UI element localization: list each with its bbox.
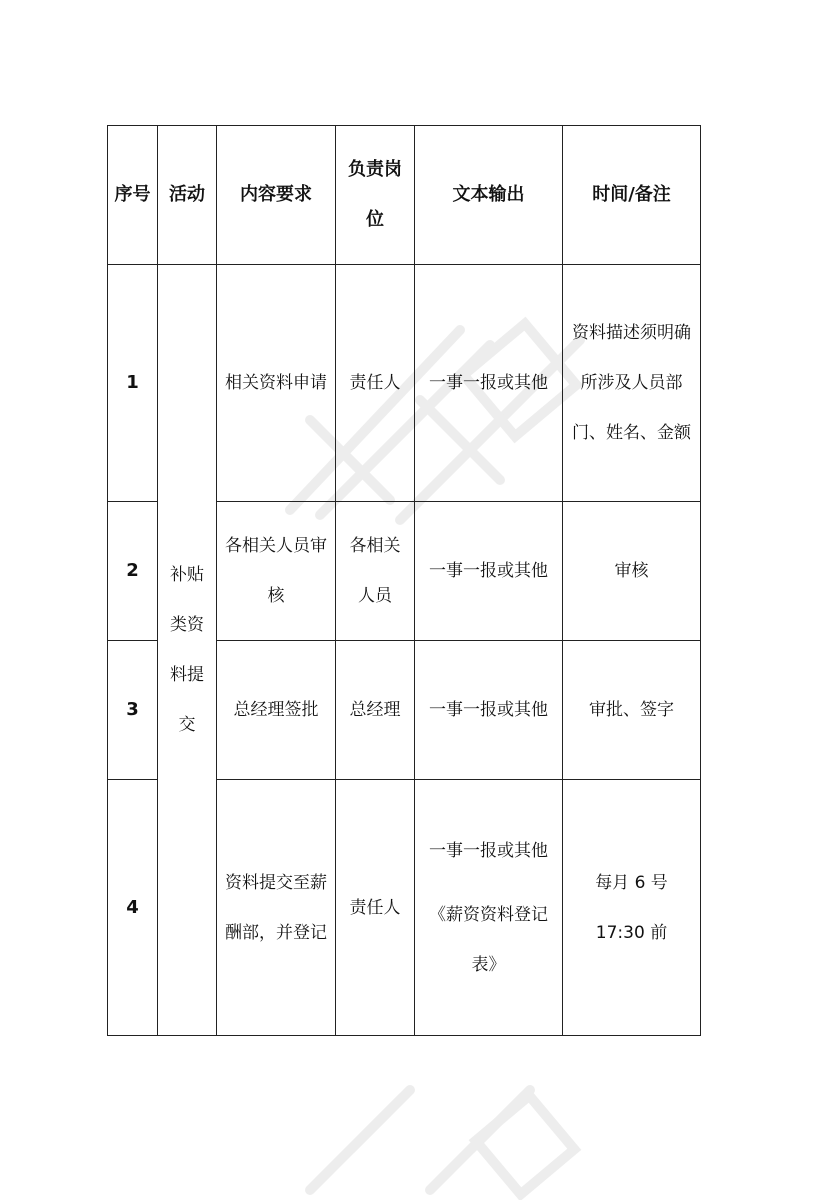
row-note bbox=[563, 780, 701, 1036]
header-role: 负责岗位 bbox=[336, 126, 415, 265]
row-content: 总经理签批 bbox=[217, 641, 336, 780]
process-table bbox=[107, 125, 701, 1036]
deadline-time: 17:30 前 bbox=[595, 922, 668, 943]
row-note: 资料描述须明确所涉及人员部门、姓名、金额 bbox=[563, 265, 701, 502]
deadline-date: 每月 6 号 bbox=[595, 872, 668, 893]
row-seq: 2 bbox=[108, 502, 158, 641]
row-seq: 3 bbox=[108, 641, 158, 780]
row-output: 一事一报或其他 bbox=[415, 502, 563, 641]
activity-cell: 补贴类资料提交 bbox=[158, 265, 217, 1036]
row-output bbox=[415, 780, 563, 1036]
row-role: 责任人 bbox=[336, 265, 415, 502]
watermark-graphic-bottom bbox=[270, 1080, 630, 1200]
row-note: 审核 bbox=[563, 502, 701, 641]
row-seq: 4 bbox=[108, 780, 158, 1036]
spacer bbox=[421, 876, 556, 890]
row-content: 相关资料申请 bbox=[217, 265, 336, 502]
row-role: 总经理 bbox=[336, 641, 415, 780]
header-seq: 序号 bbox=[108, 126, 158, 265]
row-note: 审批、签字 bbox=[563, 641, 701, 780]
header-output: 文本输出 bbox=[415, 126, 563, 265]
header-note: 时间/备注 bbox=[563, 126, 701, 265]
row-role: 责任人 bbox=[336, 780, 415, 1036]
row-content: 资料提交至薪酬部，并登记 bbox=[217, 780, 336, 1036]
table-row bbox=[108, 265, 701, 502]
output-text: 一事一报或其他 bbox=[429, 840, 548, 861]
row-output: 一事一报或其他 bbox=[415, 265, 563, 502]
header-content: 内容要求 bbox=[217, 126, 336, 265]
row-content: 各相关人员审核 bbox=[217, 502, 336, 641]
table-header-row bbox=[108, 126, 701, 265]
row-role: 各相关人员 bbox=[336, 502, 415, 641]
header-activity: 活动 bbox=[158, 126, 217, 265]
output-form-name: 《薪资资料登记表》 bbox=[429, 904, 548, 975]
row-output: 一事一报或其他 bbox=[415, 641, 563, 780]
row-seq: 1 bbox=[108, 265, 158, 502]
